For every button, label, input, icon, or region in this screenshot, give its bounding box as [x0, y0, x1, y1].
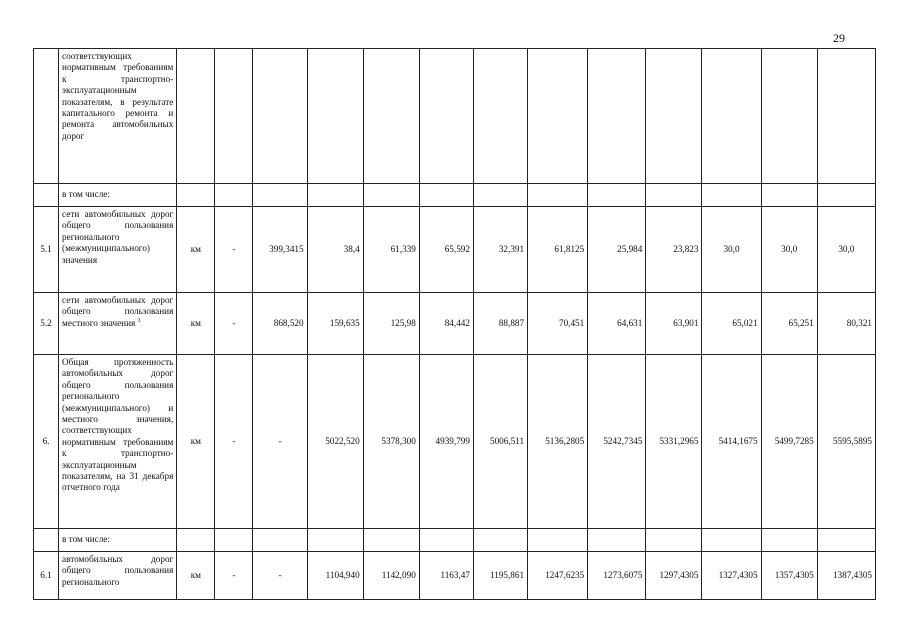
value-cell: 80,321 [817, 293, 875, 355]
row-description: автомобильных дорог общего пользования регионального [59, 552, 177, 600]
value-cell: 159,635 [307, 293, 363, 355]
value-cell: 5499,7285 [761, 355, 817, 529]
footnote-marker: 3 [137, 317, 141, 324]
table-row [34, 184, 876, 207]
value-cell: 30,0 [761, 207, 817, 293]
value-cell: - [215, 293, 253, 355]
value-cell: 70,451 [528, 293, 588, 355]
value-cell: 65,251 [761, 293, 817, 355]
value-cell: 5378,300 [363, 355, 419, 529]
row-description: в том числе: [59, 529, 177, 552]
value-cell: 30,0 [817, 207, 875, 293]
value-cell: 1387,4305 [817, 552, 875, 600]
indicators-table [33, 48, 876, 600]
value-cell: 65,021 [702, 293, 761, 355]
value-cell: 5331,2965 [646, 355, 702, 529]
row-description: сети автомобильных дорог общего пользования регионального (межмуниципального) значения [59, 207, 177, 293]
value-cell: 61,339 [363, 207, 419, 293]
table-row [34, 529, 876, 552]
value-cell: 25,984 [588, 207, 646, 293]
row-description: соответствующих нормативным требованиям к транспортно-эксплуатационным показателям, в результате капитального ремонта и ремонта автомобильных дорог [59, 49, 177, 184]
value-cell: 30,0 [702, 207, 761, 293]
value-cell: 5414,1675 [702, 355, 761, 529]
value-cell: 5595,5895 [817, 355, 875, 529]
value-cell: 32,391 [473, 207, 527, 293]
table-row [34, 207, 876, 293]
value-cell: 38,4 [307, 207, 363, 293]
row-description: Общая протяженность автомобильных дорог общего пользования регионального (межмуниципального) и местного значения, соответствующих нормативным требованиям к транспортно-эксплуатационным показателям, на 31 декабря отчетного года [59, 355, 177, 529]
value-cell: 65,592 [419, 207, 473, 293]
value-cell: - [253, 552, 307, 600]
value-cell: 61,8125 [528, 207, 588, 293]
unit-cell: км [177, 293, 215, 355]
value-cell: 88,887 [473, 293, 527, 355]
value-cell: - [253, 355, 307, 529]
value-cell: 1163,47 [419, 552, 473, 600]
row-number [34, 49, 59, 184]
table-row [34, 355, 876, 529]
unit-cell: км [177, 207, 215, 293]
value-cell: 1104,940 [307, 552, 363, 600]
value-cell: 399,3415 [253, 207, 307, 293]
value-cell: 5136,2805 [528, 355, 588, 529]
value-cell: 1297,4305 [646, 552, 702, 600]
page-number: 29 [833, 31, 845, 45]
table-row [34, 552, 876, 600]
value-cell: 1273,6075 [588, 552, 646, 600]
table-row [34, 49, 876, 184]
value-cell: 23,823 [646, 207, 702, 293]
value-cell: 84,442 [419, 293, 473, 355]
value-cell: 868,520 [253, 293, 307, 355]
table-row [34, 293, 876, 355]
row-description [59, 293, 177, 355]
unit-cell: км [177, 355, 215, 529]
value-cell: 5242,7345 [588, 355, 646, 529]
value-cell: - [215, 207, 253, 293]
value-cell: 1327,4305 [702, 552, 761, 600]
row-number: 6.1 [34, 552, 59, 600]
value-cell: - [215, 552, 253, 600]
value-cell: 1247,6235 [528, 552, 588, 600]
value-cell: 1142,090 [363, 552, 419, 600]
row-description: в том числе: [59, 184, 177, 207]
value-cell: - [215, 355, 253, 529]
row-description-text: сети автомобильных дорог общего пользования местного значения [62, 295, 174, 328]
value-cell: 64,631 [588, 293, 646, 355]
value-cell: 4939,799 [419, 355, 473, 529]
value-cell: 5006,511 [473, 355, 527, 529]
value-cell: 125,98 [363, 293, 419, 355]
value-cell: 63,901 [646, 293, 702, 355]
value-cell: 5022,520 [307, 355, 363, 529]
row-number: 6. [34, 355, 59, 529]
row-number: 5.2 [34, 293, 59, 355]
row-number: 5.1 [34, 207, 59, 293]
unit-cell: км [177, 552, 215, 600]
value-cell: 1357,4305 [761, 552, 817, 600]
value-cell: 1195,861 [473, 552, 527, 600]
